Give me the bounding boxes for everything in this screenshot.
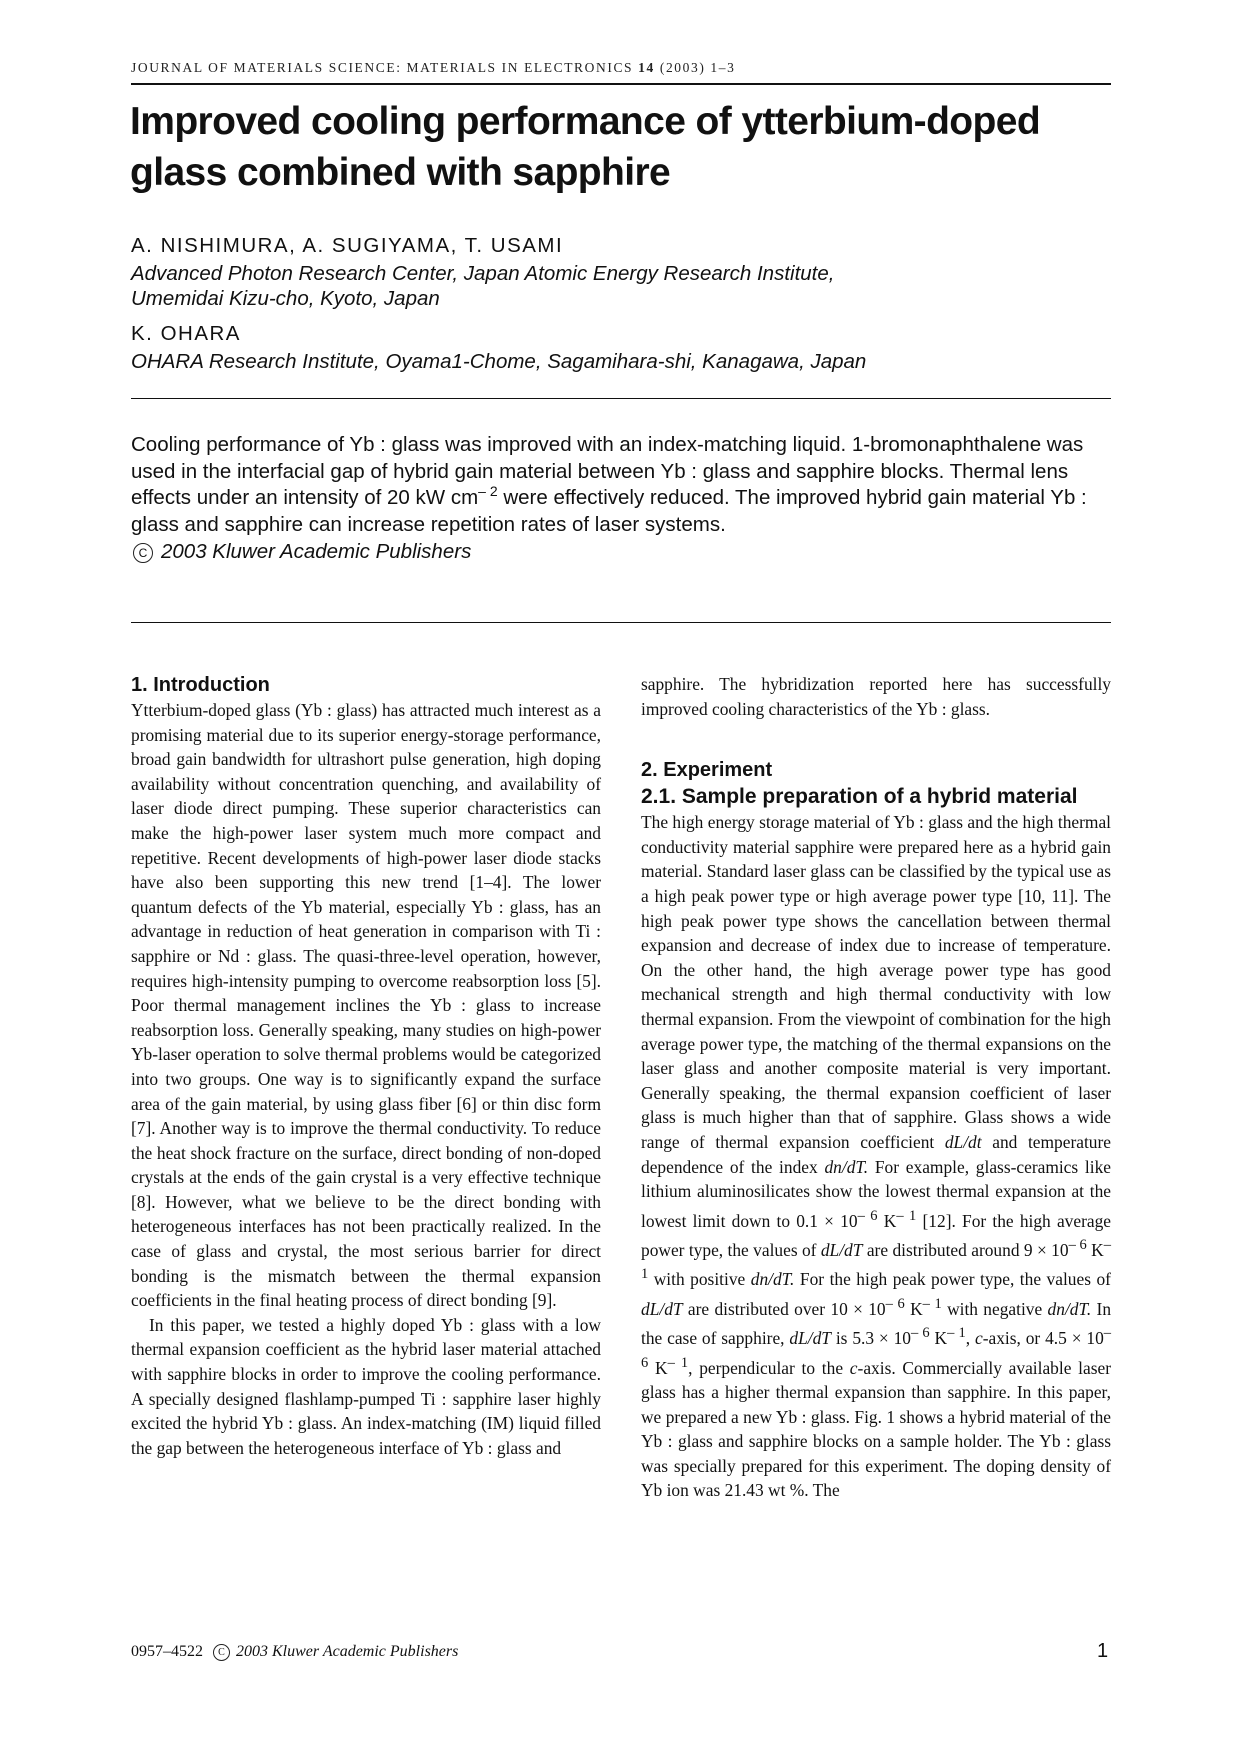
footer-publisher: 2003 Kluwer Academic Publishers — [236, 1643, 459, 1660]
author-names-2: K. OHARA — [131, 322, 241, 345]
author-affiliation-1 — [131, 261, 1111, 311]
author-names-1: A. NISHIMURA, A. SUGIYAMA, T. USAMI — [131, 234, 564, 257]
abstract-text-2: were effectively reduced. The improved hybrid gain material Yb : glass and sapphire can increase repetition rates of laser systems. — [131, 486, 1087, 537]
abstract-superscript: – 2 — [478, 483, 498, 500]
author-affiliation-2: OHARA Research Institute, Oyama1-Chome, Sagamihara-shi, Kanagawa, Japan — [131, 350, 867, 373]
abstract-text-1: Cooling performance of Yb : glass was improved with an index-matching liquid. 1-bromonaphthalene was used in the interfacial gap of hybrid gain material between Yb : glass and sapphire blocks. Thermal lens effects under an intensity of 20 kW cm — [131, 433, 1084, 510]
subsection-heading-sample-preparation: 2.1. Sample preparation of a hybrid material — [641, 785, 1078, 809]
affiliation-1-line-1: Advanced Photon Research Center, Japan Atomic Energy Research Institute, — [131, 262, 835, 285]
abstract-top-rule — [131, 398, 1111, 399]
paper-title: Improved cooling performance of ytterbium-doped glass combined with sapphire — [130, 100, 1041, 194]
section-heading-introduction: 1. Introduction — [131, 674, 270, 696]
intro-paragraph-2: In this paper, we tested a highly doped Yb : glass with a low thermal expansion coefficient as the hybrid laser material attached with sapphire blocks in order to improve the cooling performance. A specially designed flashlamp-pumped Ti : sapphire laser highly excited the hybrid Yb : glass. An index-matching (IM) liquid filled the gap between the heterogeneous interface of Yb : glass and — [131, 1314, 601, 1458]
abstract — [131, 432, 1116, 566]
left-column — [131, 672, 601, 1460]
abstract-copyright — [131, 540, 471, 563]
copyright-icon: C — [133, 543, 153, 563]
section-heading-experiment: 2. Experiment — [641, 759, 773, 782]
journal-name: JOURNAL OF MATERIALS SCIENCE: MATERIALS IN ELECTRONICS — [131, 60, 634, 75]
running-head — [131, 60, 1111, 76]
page-number: 1 — [1097, 1640, 1109, 1662]
experiment-paragraph-1: The high energy storage material of Yb : glass and the high thermal conductivity material sapphire were prepared here as a hybrid gain material. Standard laser glass can be classified by the typical use as a high peak power type or high average power type [10, 11]. The high peak power type shows the cancellation between thermal expansion and decrease of index due to increase of temperature. On the other hand, the high average power type has good mechanical strength and high thermal conductivity with low thermal expansion. From the viewpoint of combination for the high average power type, the matching of the thermal expansions on the laser glass and another composite material is very important. Generally speaking, the thermal expansion coefficient of laser glass is much higher than that of sapphire. Glass shows a wide range of thermal expansion coefficient dL/dt and temperature dependence of the index dn/dT. For example, glass-ceramics like lithium aluminosilicates show the lowest thermal expansion at the lowest limit down to $0.1 \times 10^{- 6}$ $K^{- 1}$ [12]. For the high average power type, the values of dL/dT are distributed around $9 \times 10^{- 6}$ $K^{- 1}$ with positive dn/dT. For the high peak power type, the values of dL/dT are distributed over $10 \times 10^{- 6}$ $K^{- 1}$ with negative dn/dT. In the case of sapphire, dL/dT is $5.3 \times 10^{- 6}$ $K^{- 1}$, c-axis, or $4.5 \times 10^{- 6}$ $K^{- 1}$, perpendicular to the c-axis. Commercially available laser glass has a higher thermal expansion than sapphire. In this paper, we prepared a new Yb : glass. Fig. 1 shows a hybrid material of the Yb : glass and sapphire blocks on a sample holder. The Yb : glass was specially prepared for this experiment. The doping density of Yb ion was 21.43 wt %. The — [641, 812, 1112, 1501]
affiliation-1-line-2: Umemidai Kizu-cho, Kyoto, Japan — [131, 287, 440, 310]
journal-volume: 14 — [638, 60, 655, 75]
abstract-bottom-rule — [131, 622, 1111, 623]
journal-year-pages: (2003) 1–3 — [659, 60, 736, 75]
footer-issn: 0957–4522 — [131, 1643, 203, 1660]
intro-paragraph-1: Ytterbium-doped glass (Yb : glass) has attracted much interest as a promising material due to its superior energy-storage performance, broad gain bandwidth for ultrashort pulse generation, high doping availability without concentration quenching, and availability of laser diode direct pumping. These superior characteristics can make the high-power laser system much more compact and repetitive. Recent developments of high-power laser diode stacks have also been supporting this new trend [1–4]. The lower quantum defects of the Yb material, especially Yb : glass, has an advantage in reduction of heat generation in comparison with Ti : sapphire or Nd : glass. The quasi-three-level operation, however, requires high-intensity pumping to overcome reabsorption loss [5]. Poor thermal management inclines the Yb : glass to increase reabsorption loss. Generally speaking, many studies on high-power Yb-laser operation to solve thermal problems would be categorized into two groups. One way is to significantly expand the surface area of the gain material, by using glass fiber [6] or thin disc form [7]. Another way is to improve the thermal conductivity. To reduce the heat shock fracture on the surface, direct bonding of non-doped crystals at the ends of the gain crystal is a very effective technique [8]. However, what we believe to be the direct bonding with heterogeneous interfaces has not been practically realized. In the case of glass and crystal, the most serious barrier for direct bonding is the mismatch between the thermal expansion coefficients in the final heating process of direct bonding [9]. — [131, 700, 601, 1311]
footer-issn-copyright — [131, 1643, 458, 1661]
abstract-copyright-text: 2003 Kluwer Academic Publishers — [161, 539, 472, 563]
header-rule — [131, 83, 1111, 85]
copyright-icon: C — [213, 1644, 230, 1661]
intro-paragraph-2-continued: sapphire. The hybridization reported here has successfully improved cooling characteristics of the Yb : glass. — [641, 674, 1111, 719]
right-column — [641, 672, 1111, 1503]
